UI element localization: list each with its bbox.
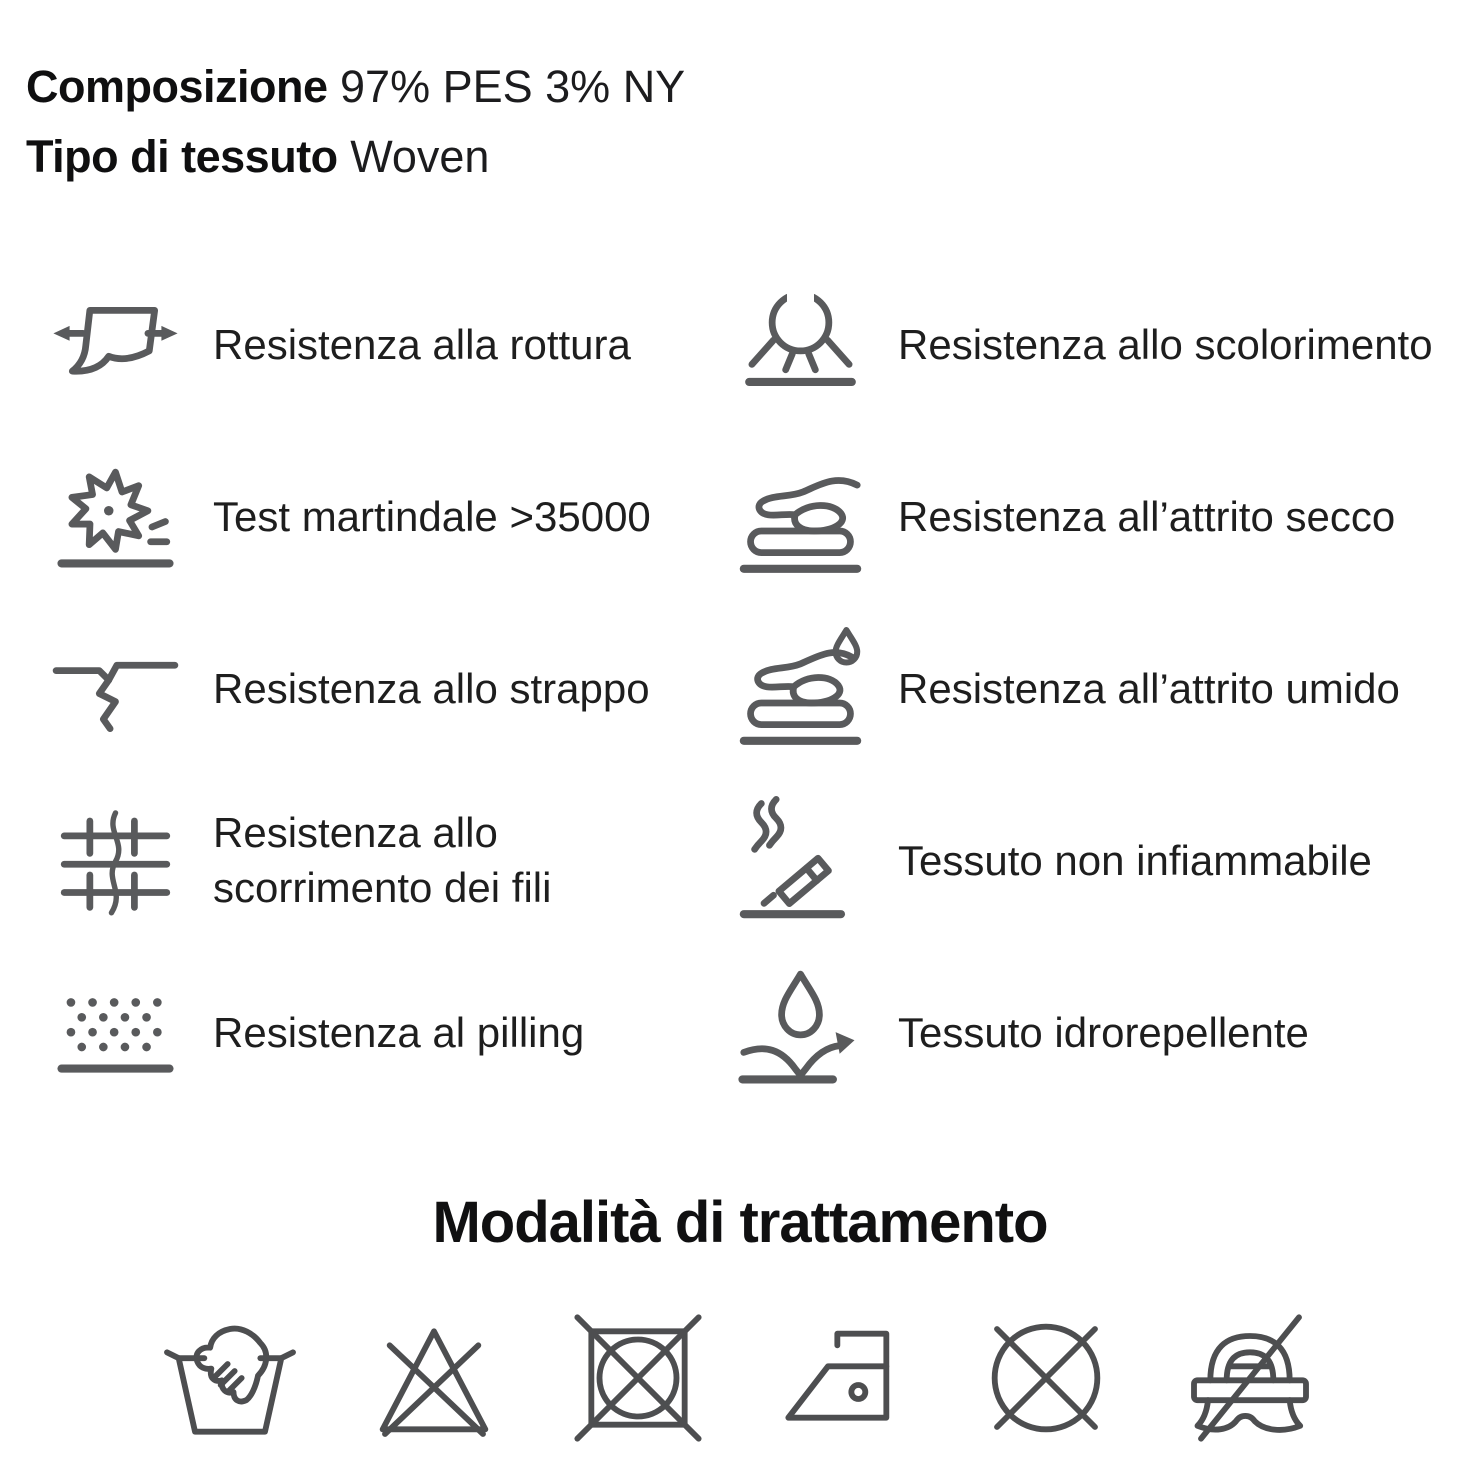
do-not-bleach-icon: [364, 1308, 504, 1448]
composition-line: [26, 52, 1480, 122]
do-not-tumble-dry-icon: [568, 1308, 708, 1448]
feature-label: Resistenza al pilling: [213, 1008, 585, 1056]
sun-fade-icon: [733, 278, 868, 413]
feature-martindale: [48, 450, 733, 585]
martindale-icon: [48, 450, 183, 585]
feature-strappo: [48, 622, 733, 757]
fabric-type-line: [26, 122, 1480, 192]
tension-icon: [48, 278, 183, 413]
pilling-icon: [48, 966, 183, 1101]
care-symbols-row: [0, 1308, 1480, 1448]
iron-low-temperature-icon: [772, 1308, 912, 1448]
feature-label: Resistenza allo strappo: [213, 664, 650, 712]
dry-rub-icon: [733, 450, 868, 585]
feature-grid: [0, 278, 1480, 1101]
fabric-type-value: Woven: [350, 130, 490, 182]
feature-attrito-secco: [733, 450, 1453, 585]
tear-icon: [48, 622, 183, 757]
composition-header: [0, 0, 1480, 192]
composition-value: 97% PES 3% NY: [340, 61, 686, 112]
feature-rottura: [48, 278, 733, 413]
hand-wash-icon: [160, 1308, 300, 1448]
treatment-title: Modalità di trattamento: [432, 1189, 1048, 1255]
do-not-brush-icon: [1180, 1308, 1320, 1448]
water-repellent-icon: [733, 966, 868, 1101]
no-flame-icon: [733, 794, 868, 929]
feature-label: Resistenza allo scorrimento dei fili: [213, 809, 552, 911]
fabric-type-label: Tipo di tessuto: [26, 130, 338, 182]
thread-slippage-icon: [48, 794, 183, 929]
feature-scolorimento: [733, 278, 1453, 413]
feature-label: Resistenza allo scolorimento: [898, 320, 1433, 368]
feature-label: Resistenza all’attrito secco: [898, 492, 1396, 540]
feature-pilling: [48, 966, 733, 1101]
feature-label: Test martindale >35000: [213, 492, 651, 540]
feature-label: Resistenza all’attrito umido: [898, 664, 1400, 712]
feature-non-infiammabile: [733, 794, 1453, 929]
feature-label: Resistenza alla rottura: [213, 320, 631, 368]
feature-attrito-umido: [733, 622, 1453, 757]
feature-scorrimento-fili: [48, 794, 733, 929]
composition-label: Composizione: [26, 61, 328, 112]
do-not-dry-clean-icon: [976, 1308, 1116, 1448]
feature-idrorepellente: [733, 966, 1453, 1101]
feature-label: Tessuto non infiammabile: [898, 836, 1372, 884]
feature-label: Tessuto idrorepellente: [898, 1008, 1309, 1056]
wet-rub-icon: [733, 622, 868, 757]
